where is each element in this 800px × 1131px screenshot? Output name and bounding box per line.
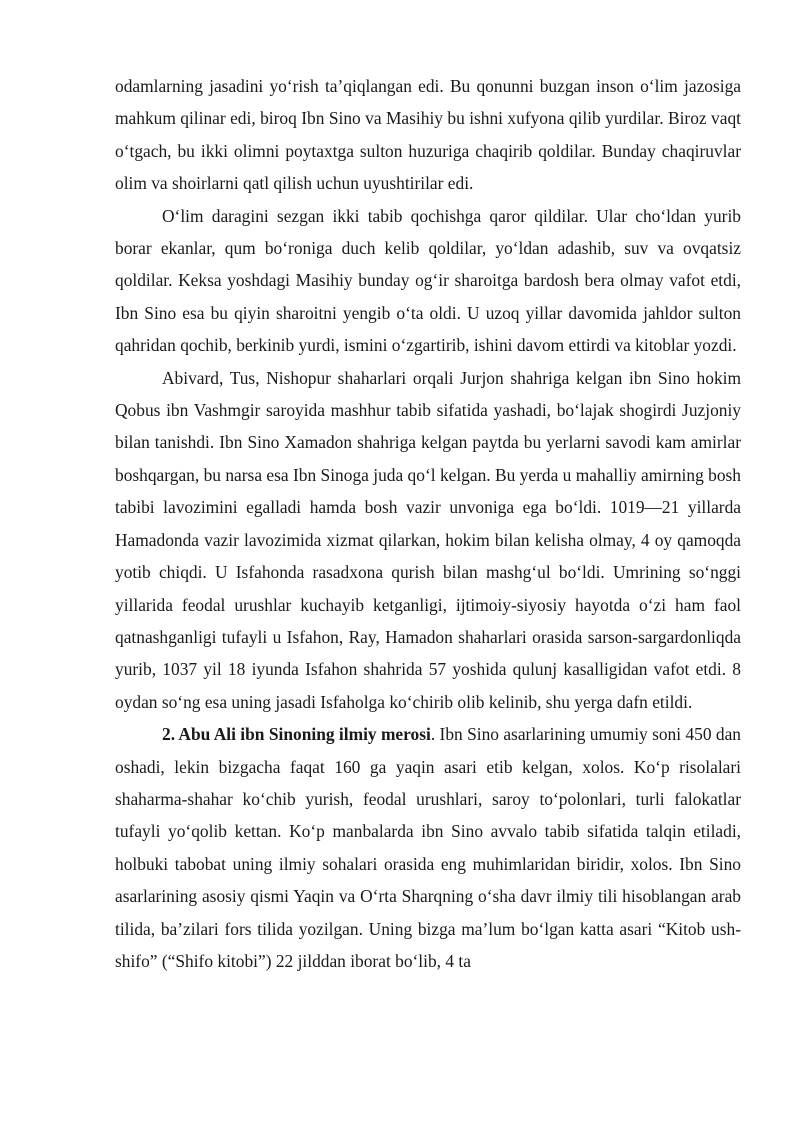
paragraph-continuation: odamlarning jasadini yo‘rish ta’qiqlangan edi. Bu qonunni buzgan inson o‘lim jazosiga mahkum qilinar edi, biroq Ibn Sino va Masihiy bu ishni xufyona qilib yurdilar. Biroz vaqt o‘tgach, bu ikki olimni poytaxtga sulton huzuriga chaqirib qoldilar. Bunday chaqiruvlar olim va shoirlarni qatl qilish uchun uyushtirilar edi.: [115, 76, 741, 194]
section-heading: 2. Abu Ali ibn Sinoning ilmiy merosi: [162, 724, 431, 745]
paragraph-scientific-heritage: [115, 718, 741, 977]
paragraph-escape: O‘lim daragini sezgan ikki tabib qochishga qaror qildilar. Ular cho‘ldan yurib borar ekanlar, qum bo‘roniga duch kelib qoldilar, yo‘ldan adashib, suv va ovqatsiz qoldilar. Keksa yoshdagi Masihiy bunday og‘ir sharoitga bardosh bera olmay vafot etdi, Ibn Sino esa bu qiyin sharoitni yengib o‘ta oldi. U uzoq yillar davomida jahldor sulton qahridan qochib, berkinib yurdi, ismini o‘zgartirib, ishini davom ettirdi va kitoblar yozdi.: [115, 205, 741, 356]
section-body-text: . Ibn Sino asarlarining umumiy soni 450 dan oshadi, lekin bizgacha faqat 160 ga yaqin asari etib kelgan, xolos. Ko‘p risolalari shaharma-shahar ko‘chib yurish, feodal urushlari, saroy to‘polonlari, turli falokatlar tufayli yo‘qolib kettan. Ko‘p manbalarda ibn Sino avvalo tabib sifatida talqin etiladi, holbuki tabobat uning ilmiy sohalari orasida eng muhimlaridan biridir, xolos. Ibn Sino asarlarining asosiy qismi Yaqin va O‘rta Sharqning o‘sha davr ilmiy tili hisoblangan arab tilida, ba’zilari fors tilida yozilgan. Uning bizga ma’lum bo‘lgan katta asari “Kitob ush-shifo” (“Shifo kitobi”) 22 jilddan iborat bo‘lib, 4 ta: [115, 724, 741, 971]
document-page: [115, 70, 741, 977]
paragraph-travels: Abivard, Tus, Nishopur shaharlari orqali Jurjon shahriga kelgan ibn Sino hokim Qobus ibn Vashmgir saroyida mashhur tabib sifatida yashadi, bo‘lajak shogirdi Juzjoniy bilan tanishdi. Ibn Sino Xamadon shahriga kelgan paytda bu yerlarni savodi kam amirlar boshqargan, bu narsa esa Ibn Sinoga juda qo‘l kelgan. Bu yerda u mahalliy amirning bosh tabibi lavozimini egalladi hamda bosh vazir unvoniga ega bo‘ldi. 1019—21 yillarda Hamadonda vazir lavozimida xizmat qilarkan, hokim bilan kelisha olmay, 4 oy qamoqda yotib chiqdi. U Isfahonda rasadxona qurish bilan mashg‘ul bo‘ldi. Umrining so‘nggi yillarida feodal urushlar kuchayib ketganligi, ijtimoiy-siyosiy hayotda o‘zi ham faol qatnashganligi tufayli u Isfahon, Ray, Hamadon shaharlari orasida sarson-sargardonliqda yurib, 1037 yil 18 iyunda Isfahon shahrida 57 yoshida qulunj kasalligidan vafot etdi. 8 oydan so‘ng esa uning jasadi Isfaholga ko‘chirib olib kelinib, shu yerga dafn etildi.: [115, 367, 741, 712]
